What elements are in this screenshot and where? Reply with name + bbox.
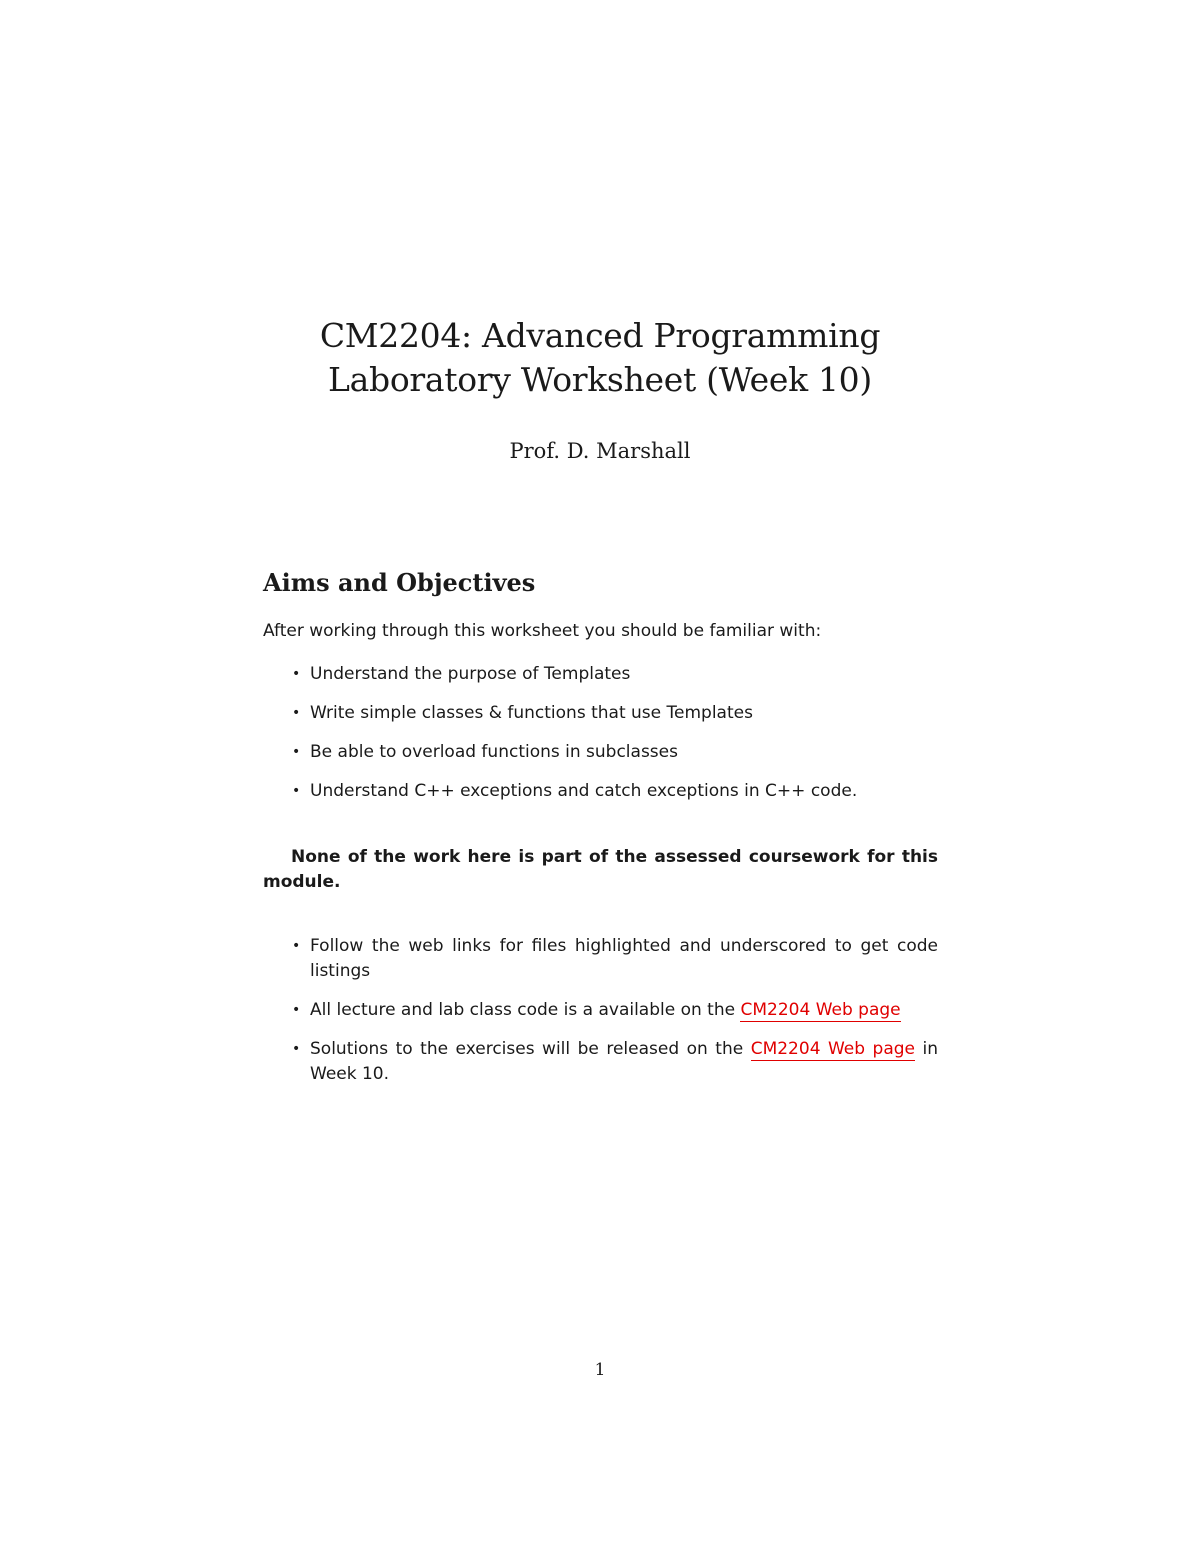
list-item-text: Understand the purpose of Templates: [310, 664, 631, 684]
list-item-text: Be able to overload functions in subclasses: [310, 742, 678, 762]
bullet-icon: •: [292, 705, 301, 721]
cm2204-web-page-link-solutions[interactable]: CM2204 Web page: [750, 1039, 916, 1059]
list-item-text: Solutions to the exercises will be released on the: [310, 1039, 751, 1059]
list-item: [290, 701, 938, 726]
bullet-icon: •: [292, 1041, 301, 1057]
bullet-icon: •: [292, 1002, 301, 1018]
list-item: [290, 998, 938, 1023]
list-item-text: Follow the web links for files highlighted and underscored to get code listings: [310, 936, 938, 981]
bullet-icon: •: [292, 744, 301, 760]
bullet-icon: •: [292, 783, 301, 799]
list-item: [290, 740, 938, 765]
title-line-1: CM2204: Advanced Programming: [319, 316, 881, 355]
list-item-text: Write simple classes & functions that use Templates: [310, 703, 753, 723]
bullet-icon: •: [292, 666, 301, 682]
list-item-text: All lecture and lab class code is a available on the: [310, 1000, 741, 1020]
title-line-2: Laboratory Worksheet (Week 10): [328, 360, 872, 399]
page-number: 1: [594, 1360, 606, 1380]
notes-list: [290, 934, 938, 1101]
list-item-text-suffix: in Week 10.: [310, 1039, 939, 1084]
objectives-list: [290, 662, 938, 818]
list-item: [290, 662, 938, 687]
aims-intro: After working through this worksheet you should be familiar with:: [263, 621, 822, 641]
list-item: [290, 779, 938, 804]
assessment-note: None of the work here is part of the assessed coursework for this module.: [263, 847, 938, 892]
list-item-text: Understand C++ exceptions and catch exceptions in C++ code.: [310, 781, 858, 801]
list-item: [290, 934, 938, 984]
author-name: Prof. D. Marshall: [509, 439, 691, 463]
bullet-icon: •: [292, 938, 301, 954]
list-item: [290, 1037, 938, 1087]
document-title: [0, 314, 1200, 402]
section-heading-aims: Aims and Objectives: [263, 568, 536, 597]
cm2204-web-page-link[interactable]: CM2204 Web page: [740, 1000, 901, 1020]
